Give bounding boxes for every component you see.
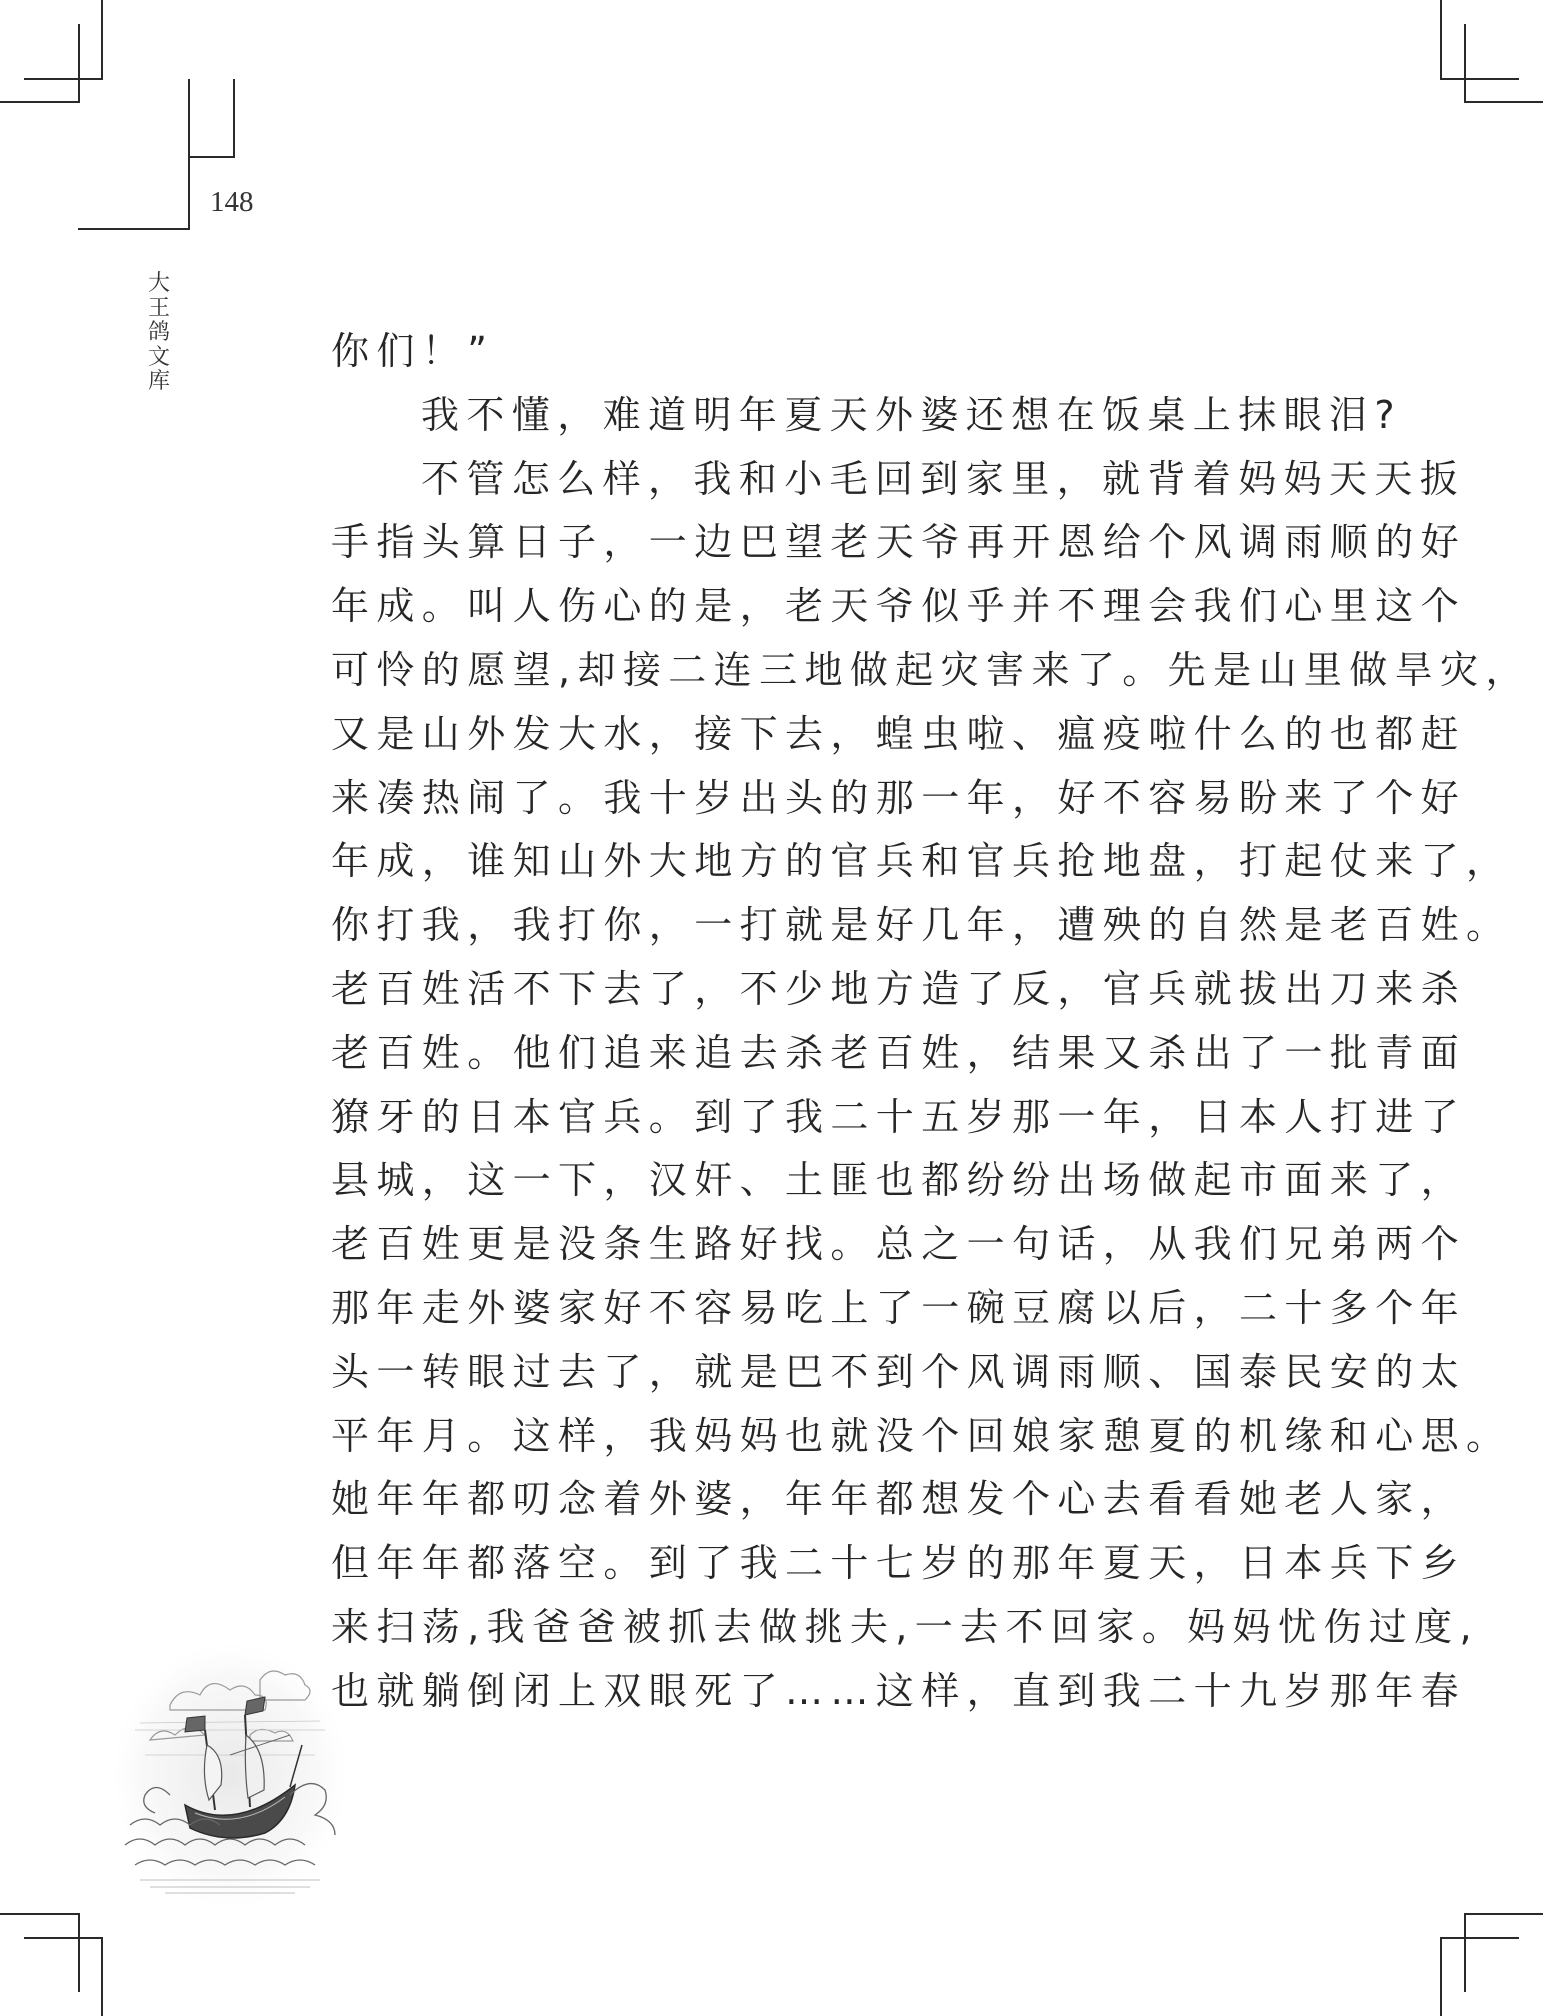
crop-mark [1464,1913,1466,1992]
text-line: 也就躺倒闭上双眼死了……这样，直到我二十九岁那年春 [331,1668,1467,1713]
crop-mark [78,228,189,230]
crop-mark [188,156,235,158]
text-line: 獠牙的日本官兵。到了我二十五岁那一年，日本人打进了 [331,1094,1467,1139]
text-line: 又是山外发大水，接下去，蝗虫啦、瘟疫啦什么的也都赶 [331,711,1467,756]
crop-mark [101,0,103,80]
crop-mark [0,101,80,103]
crop-mark [1464,101,1543,103]
series-title-char: 库 [147,369,170,394]
crop-mark [78,24,80,103]
text-line: 县城，这一下，汉奸、土匪也都纷纷出场做起市面来了， [331,1158,1467,1203]
crop-mark [1464,24,1466,103]
crop-mark [233,79,235,158]
crop-mark [24,78,103,80]
text-line: 头一转眼过去了，就是巴不到个风调雨顺、国泰民安的太 [331,1349,1467,1394]
text-line: 老百姓。他们追来追去杀老百姓，结果又杀出了一批青面 [331,1030,1467,1075]
crop-mark [1440,1937,1442,2016]
text-line: 年成，谁知山外大地方的官兵和官兵抢地盘，打起仗来了， [331,839,1512,884]
series-title-char: 王 [147,295,170,321]
crop-mark [1440,78,1519,80]
series-title-char: 鸽 [147,320,170,345]
crop-mark [78,1913,80,1992]
crop-mark [0,1913,80,1915]
text-line: 平年月。这样，我妈妈也就没个回娘家憩夏的机缘和心思。 [331,1413,1512,1458]
crop-mark [24,1937,103,1939]
body-text [331,325,1531,1729]
crop-mark [101,1937,103,2016]
text-line: 来凑热闹了。我十岁出头的那一年，好不容易盼来了个好 [331,775,1467,820]
text-line: 你们！” [331,329,495,373]
text-line: 老百姓活不下去了，不少地方造了反，官兵就拔出刀来杀 [331,966,1467,1011]
crop-mark [1440,1937,1519,1939]
text-line: 那年走外婆家好不容易吃上了一碗豆腐以后，二十多个年 [331,1285,1467,1330]
text-line: 但年年都落空。到了我二十七岁的那年夏天，日本兵下乡 [331,1541,1467,1586]
text-line: 她年年都叨念着外婆，年年都想发个心去看看她老人家， [331,1477,1467,1522]
series-title [146,272,172,395]
text-line: 年成。叫人伤心的是，老天爷似乎并不理会我们心里这个 [331,584,1467,629]
text-line: 老百姓更是没条生路好找。总之一句话，从我们兄弟两个 [331,1222,1467,1267]
text-line: 你打我，我打你，一打就是好几年，遭殃的自然是老百姓。 [331,903,1512,948]
text-line: 不管怎么样，我和小毛回到家里，就背着妈妈天天扳 [421,456,1466,501]
text-line: 可怜的愿望,却接二连三地做起灾害来了。先是山里做旱灾， [331,647,1531,692]
text-line: 来扫荡,我爸爸被抓去做挑夫,一去不回家。妈妈忧伤过度, [331,1604,1480,1649]
crop-mark [188,79,190,230]
crop-mark [1464,1913,1543,1915]
text-line: 我不懂，难道明年夏天外婆还想在饭桌上抹眼泪? [421,392,1402,437]
series-title-char: 大 [147,271,170,296]
text-line: 手指头算日子，一边巴望老天爷再开恩给个风调雨顺的好 [331,520,1467,565]
series-title-char: 文 [147,344,170,370]
crop-mark [1440,0,1442,80]
page-number: 148 [210,186,254,218]
sailing-ship-illustration [110,1635,350,1905]
